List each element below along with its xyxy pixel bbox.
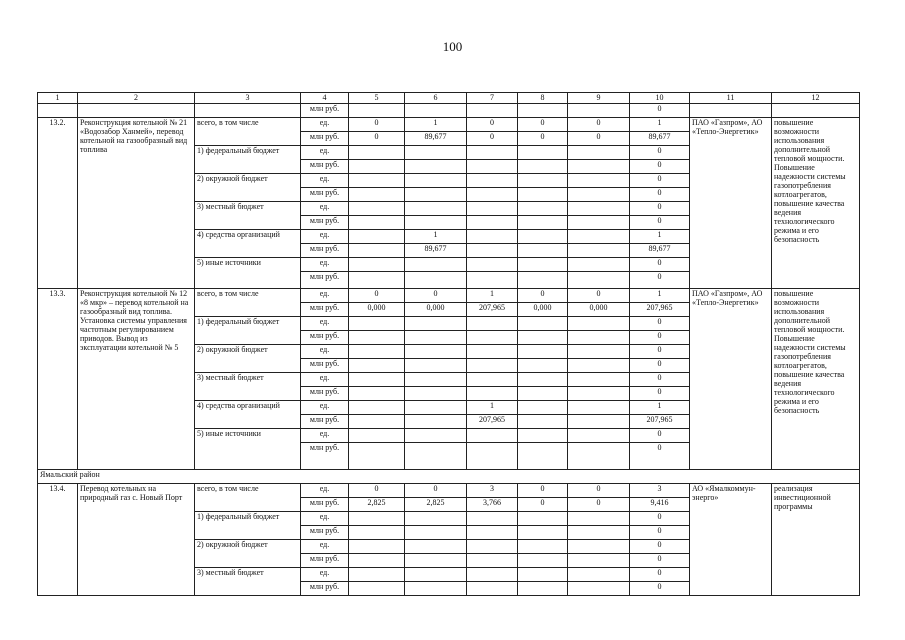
value-cell: 207,965 — [467, 303, 518, 317]
value-cell: 0 — [568, 289, 630, 303]
unit-cell: ед. — [301, 289, 349, 303]
source-orgs: 4) средства организаций — [195, 230, 301, 258]
value-cell: 0 — [630, 582, 690, 596]
value-cell: 0 — [405, 484, 467, 498]
col-header: 4 — [301, 93, 349, 104]
unit-cell: млн руб. — [301, 359, 349, 373]
value-cell: 1 — [467, 289, 518, 303]
value-cell: 0 — [630, 146, 690, 160]
value-cell: 0 — [630, 540, 690, 554]
value-cell: 0,000 — [349, 303, 405, 317]
value-cell: 89,677 — [630, 244, 690, 258]
unit-cell: ед. — [301, 484, 349, 498]
col-header: 2 — [78, 93, 195, 104]
executor-cell: ПАО «Газпром», АО «Тепло-Энергетик» — [690, 289, 772, 470]
unit-cell: ед. — [301, 568, 349, 582]
value-cell: 1 — [405, 118, 467, 132]
result-cell: повышение возможности использования дополнительной тепловой мощности. Повышение надежности системы газопотребления котлоагрегатов, повышение качества ведения технологического режима и его безопасность — [772, 289, 860, 470]
col-header: 5 — [349, 93, 405, 104]
value-cell: 89,677 — [405, 132, 467, 146]
col-header: 12 — [772, 93, 860, 104]
unit-cell: млн руб. — [301, 132, 349, 146]
value-cell: 1 — [630, 118, 690, 132]
source-federal: 1) федеральный бюджет — [195, 317, 301, 345]
unit-cell: ед. — [301, 512, 349, 526]
value-cell: 0 — [630, 272, 690, 289]
unit-cell: ед. — [301, 345, 349, 359]
value-cell: 0 — [568, 132, 630, 146]
value-cell: 0 — [630, 526, 690, 540]
value-cell: 207,965 — [630, 415, 690, 429]
source-okrug: 2) окружной бюджет — [195, 540, 301, 568]
source-total: всего, в том числе — [195, 484, 301, 512]
unit-cell: ед. — [301, 401, 349, 415]
value-cell: 0 — [630, 512, 690, 526]
unit-cell: млн руб. — [301, 303, 349, 317]
col-header: 7 — [467, 93, 518, 104]
project-number: 13.2. — [38, 118, 78, 289]
value-cell: 1 — [630, 401, 690, 415]
source-local: 3) местный бюджет — [195, 568, 301, 596]
value-cell: 0 — [630, 331, 690, 345]
unit-cell: млн руб. — [301, 498, 349, 512]
col-header: 11 — [690, 93, 772, 104]
executor-cell: ПАО «Газпром», АО «Тепло-Энергетик» — [690, 118, 772, 289]
value-cell: 0 — [630, 345, 690, 359]
unit-cell: млн руб. — [301, 387, 349, 401]
result-cell: реализация инвестиционной программы — [772, 484, 860, 596]
source-local: 3) местный бюджет — [195, 373, 301, 401]
region-row — [38, 470, 860, 484]
unit-cell: ед. — [301, 230, 349, 244]
col-header: 9 — [568, 93, 630, 104]
value-cell: 0 — [349, 484, 405, 498]
table-row — [38, 289, 860, 303]
value-cell: 0 — [518, 118, 568, 132]
value-cell: 0 — [630, 568, 690, 582]
unit-cell: млн руб. — [301, 160, 349, 174]
value-cell: 0 — [518, 289, 568, 303]
value-cell: 0 — [518, 484, 568, 498]
col-header: 1 — [38, 93, 78, 104]
source-total: всего, в том числе — [195, 289, 301, 317]
unit-cell: млн руб. — [301, 331, 349, 345]
value-cell: 0 — [630, 554, 690, 568]
source-okrug: 2) окружной бюджет — [195, 345, 301, 373]
value-cell: 0 — [568, 484, 630, 498]
value-cell: 89,677 — [405, 244, 467, 258]
col-header: 3 — [195, 93, 301, 104]
project-name: Перевод котельных на природный газ с. Новый Порт — [78, 484, 195, 596]
value-cell: 2,825 — [349, 498, 405, 512]
unit-cell: ед. — [301, 118, 349, 132]
source-federal: 1) федеральный бюджет — [195, 146, 301, 174]
source-orgs: 4) средства организаций — [195, 401, 301, 429]
value-cell: 0 — [630, 188, 690, 202]
value-cell: 0,000 — [568, 303, 630, 317]
value-cell: 0 — [467, 118, 518, 132]
unit-cell: ед. — [301, 429, 349, 443]
source-other: 5) иные источники — [195, 258, 301, 289]
source-federal: 1) федеральный бюджет — [195, 512, 301, 540]
value-cell: 89,677 — [630, 132, 690, 146]
value-cell: 207,965 — [467, 415, 518, 429]
value-cell: 0 — [630, 373, 690, 387]
value-cell: 0 — [630, 160, 690, 174]
value-cell: 0,000 — [405, 303, 467, 317]
value-cell: 0 — [630, 216, 690, 230]
value-cell: 3 — [467, 484, 518, 498]
table-row — [38, 104, 860, 118]
value-cell: 1 — [467, 401, 518, 415]
col-header: 6 — [405, 93, 467, 104]
value-cell: 0 — [630, 429, 690, 443]
value-cell: 0 — [630, 387, 690, 401]
unit-cell: ед. — [301, 174, 349, 188]
value-cell: 1 — [630, 230, 690, 244]
unit-cell: ед. — [301, 258, 349, 272]
unit-cell: млн руб. — [301, 582, 349, 596]
unit-cell: ед. — [301, 317, 349, 331]
source-other: 5) иные источники — [195, 429, 301, 470]
page-number: 100 — [442, 39, 463, 54]
value-cell: 0 — [630, 443, 690, 470]
total-cell: 0 — [630, 104, 690, 118]
value-cell: 3 — [630, 484, 690, 498]
value-cell: 0 — [349, 118, 405, 132]
col-header: 8 — [518, 93, 568, 104]
value-cell: 1 — [630, 289, 690, 303]
unit-cell: ед. — [301, 202, 349, 216]
project-number: 13.3. — [38, 289, 78, 470]
unit-cell: ед. — [301, 540, 349, 554]
unit-cell: млн руб. — [301, 188, 349, 202]
unit-cell: ед. — [301, 146, 349, 160]
value-cell: 0 — [630, 359, 690, 373]
project-name: Реконструкция котельной № 12 «8 мкр» – перевод котельной на газообразный вид топлива. Установка системы управления частотным регулированием приводов. Вывод из эксплуатации котельной № 5 — [78, 289, 195, 470]
unit-cell: млн руб. — [301, 216, 349, 230]
value-cell: 0 — [349, 132, 405, 146]
project-number: 13.4. — [38, 484, 78, 596]
value-cell: 0 — [518, 132, 568, 146]
source-local: 3) местный бюджет — [195, 202, 301, 230]
value-cell: 0 — [467, 132, 518, 146]
value-cell: 0 — [568, 118, 630, 132]
source-total: всего, в том числе — [195, 118, 301, 146]
value-cell: 0 — [630, 258, 690, 272]
unit-cell: млн руб. — [301, 554, 349, 568]
unit-cell: ед. — [301, 373, 349, 387]
unit-cell: млн руб. — [301, 272, 349, 289]
value-cell: 0 — [630, 202, 690, 216]
value-cell: 1 — [405, 230, 467, 244]
column-numbers-row — [38, 93, 860, 104]
table-row — [38, 484, 860, 498]
col-header: 10 — [630, 93, 690, 104]
value-cell: 0,000 — [518, 303, 568, 317]
result-cell: повышение возможности использования дополнительной тепловой мощности. Повышение надежности системы газопотребления котлоагрегатов, повышение качества ведения технологического режима и его безопасность — [772, 118, 860, 289]
unit-cell: млн руб. — [301, 443, 349, 470]
value-cell: 3,766 — [467, 498, 518, 512]
value-cell: 9,416 — [630, 498, 690, 512]
unit-cell: млн руб. — [301, 415, 349, 429]
value-cell: 0 — [405, 289, 467, 303]
unit-cell: млн руб. — [301, 526, 349, 540]
source-okrug: 2) окружной бюджет — [195, 174, 301, 202]
investment-program-table — [37, 92, 860, 596]
value-cell: 207,965 — [630, 303, 690, 317]
project-name: Реконструкция котельной № 21 «Водозабор Ханмей», перевод котельной на газообразный вид топлива — [78, 118, 195, 289]
value-cell: 0 — [630, 174, 690, 188]
unit-cell: млн руб. — [301, 244, 349, 258]
unit-cell: млн руб. — [301, 104, 349, 118]
value-cell: 2,825 — [405, 498, 467, 512]
table-row — [38, 118, 860, 132]
executor-cell: АО «Ямалкоммун-энерго» — [690, 484, 772, 596]
region-title: Ямальский район — [38, 470, 860, 484]
value-cell: 0 — [630, 317, 690, 331]
value-cell: 0 — [568, 498, 630, 512]
value-cell: 0 — [518, 498, 568, 512]
value-cell: 0 — [349, 289, 405, 303]
